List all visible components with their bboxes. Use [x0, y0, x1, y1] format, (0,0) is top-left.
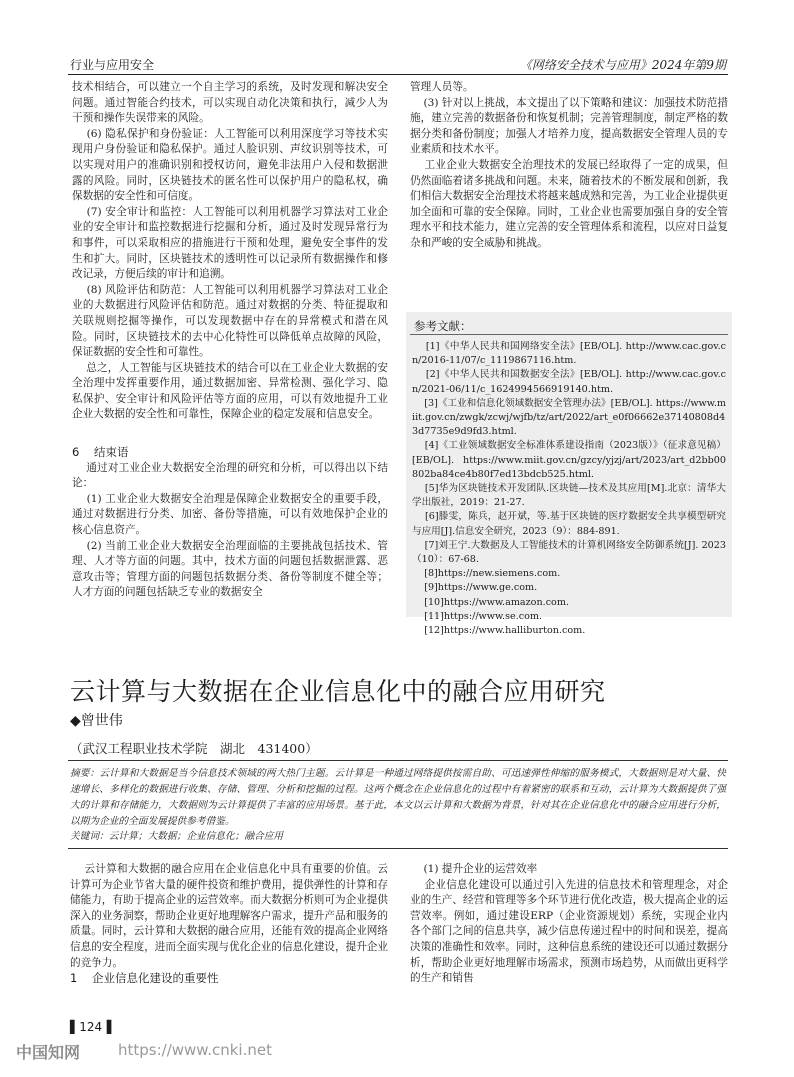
paragraph: 云计算和大数据的融合应用在企业信息化中具有重要的价值。云计算可为企业节省大量的硬件投资和维护费用，提供弹性的计算和存储能力，有助于提高企业的运营效率。而大数据分析则可为企业提供深入的业务洞察，帮助企业更好地理解客户需求，提升产品和服务的质量。同时，云计算和大数据的融合应用，还能有效的提高企业网络信息的安全程度，进而全面实现与优化企业的信息化建设，提升企业的竞争力。: [70, 863, 388, 969]
article-abstract: 摘要：云计算和大数据是当今信息技术领域的两大热门主题。云计算是一种通过网络提供按需自助、可迅速弹性伸缩的服务模式，大数据则是对大量、快速增长、多样化的数据进行收集、存储、管理、分析和挖掘的过程。这两个概念在企业信息化的过程中有着紧密的联系和互动，云计算为大数据提供了强大的计算和存储能力，大数据则为云计算提供了丰富的应用场景。基于此，本文以云计算和大数据为背景，针对其在企业信息化中的融合应用进行分析，以期为企业的全面发展提供参考借鉴。: [70, 768, 726, 827]
paragraph: (3) 针对以上挑战，本文提出了以下策略和建议：加强技术防范措施，建立完善的数据备份和恢复机制；完善管理制度，制定严格的数据分类和备份制度；加强人才培养力度，提高数据安全管理人员的专业素质和技术水平。: [410, 96, 728, 156]
paragraph: (8) 风险评估和防范：人工智能可以利用机器学习算法对工业企业的大数据进行风险评估和防范。通过对数据的分类、特征提取和关联规则挖掘等操作，可以发现数据中存在的异常模式和潜在风险。同时，区块链技术的去中心化特性可以降低单点故障的风险，保证数据的安全性和可靠性。: [72, 283, 388, 359]
paragraph: 通过对工业企业大数据安全治理的研究和分析，可以得出以下结论：: [72, 461, 388, 490]
reference-item: [12]https://www.halliburton.com.: [412, 625, 586, 637]
paragraph: 管理人员等。: [410, 81, 474, 93]
article-right-column: [410, 862, 728, 987]
reference-item: [11]https://www.se.com.: [412, 610, 543, 622]
reference-item: [7]刘王宁.大数据及人工智能技术的计算机网络安全防御系统[J]. 2023（10）：67-68.: [412, 539, 726, 566]
abstract-rule-bottom: [68, 848, 728, 849]
article-left-column: [70, 862, 388, 987]
paragraph: 技术相结合，可以建立一个自主学习的系统，及时发现和解决安全问题。通过智能合约技术，可以实现自动化决策和执行，减少人为干预和操作失误带来的风险。: [72, 81, 388, 125]
cnki-watermark-url: https://www.cnki.net: [118, 1041, 272, 1059]
cnki-watermark: 中国知网: [16, 1043, 81, 1062]
article-author: ◆曾世伟: [70, 713, 123, 729]
subsection-heading: (1) 提升企业的运营效率: [410, 863, 538, 875]
paragraph: 总之，人工智能与区块链技术的结合可以在工业企业大数据的安全治理中发挥重要作用，通过数据加密、异常检测、强化学习、隐私保护、安全审计和风险评估等方面的应用，可以有效地提升工业企业大数据的安全性和可靠性，保障企业的稳定发展和信息安全。: [72, 361, 388, 421]
left-column: [72, 80, 388, 601]
abstract-rule-top: [68, 760, 728, 761]
paragraph: 企业信息化建设可以通过引入先进的信息技术和管理理念，对企业的生产、经营和管理等多个环节进行优化改造，极大提高企业的运营效率。例如，通过建设ERP（企业资源规划）系统，实现企业内各个部门之间的信息共享，减少信息传递过程中的时间和误差，提高决策的准确性和效率。同时，这种信息系统的建设还可以通过数据分析，帮助企业更好地理解市场需求，预测市场趋势，从而做出更科学的生产和销售: [410, 878, 728, 985]
reference-item: [6]滕雯，陈兵，赵开斌，等.基于区块链的医疗数据安全共享模型研究与应用[J].信息安全研究，2023（9）：884-891.: [412, 511, 726, 537]
reference-item: [10]https://www.amazon.com.: [412, 596, 569, 608]
running-header-journal: 《网络安全技术与应用》2024年第9期: [519, 58, 726, 72]
paragraph: (6) 隐私保护和身份验证：人工智能可以利用深度学习等技术实现用户身份验证和隐私保护。通过人脸识别、声纹识别等技术，可以实现对用户的准确识别和授权访问，避免非法用户入侵和数据泄露的风险。同时，区块链技术的匿名性可以保护用户的隐私权，确保数据的安全性和可信度。: [72, 127, 388, 203]
reference-item: [5]华为区块链技术开发团队.区块链—技术及其应用[M].北京：清华大学出版社，2019：21-27.: [412, 483, 727, 509]
reference-item: [2]《中华人民共和国数据安全法》[EB/OL]. http://www.cac.gov.cn/2021-06/11/c_1624994566919140.htm.: [412, 369, 726, 395]
section-heading: 1 企业信息化建设的重要性: [70, 971, 219, 986]
references-rule: [410, 334, 728, 335]
header-rule: [68, 74, 728, 75]
author-affiliation: （武汉工程职业技术学院 湖北 431400）: [70, 741, 318, 756]
article-title: 云计算与大数据在企业信息化中的融合应用研究: [70, 677, 606, 706]
paragraph: (7) 安全审计和监控：人工智能可以利用机器学习算法对工业企业的安全审计和监控数据进行挖掘和分析，通过及时发现异常行为和事件，可以采取相应的措施进行干预和处理，避免安全事件的发生和扩大。同时，区块链技术的透明性可以记录所有数据操作和修改记录，方便后续的审计和追溯。: [72, 205, 388, 281]
paragraph: 工业企业大数据安全治理技术的发展已经取得了一定的成果，但仍然面临着诸多挑战和问题。未来，随着技术的不断发展和创新，我们相信大数据安全治理技术将越来越成熟和完善，为工业企业提供更加全面和可靠的安全保障。同时，工业企业也需要加强自身的安全管理水平和技术能力，建立完善的安全管理体系和流程，以应对日益复杂和严峻的安全威胁和挑战。: [410, 158, 728, 249]
references-title: 参考文献：: [414, 319, 472, 333]
right-column: [410, 80, 728, 252]
page-number: ▌124▐: [70, 1020, 112, 1034]
reference-item: [8]https://new.siemens.com.: [412, 568, 561, 580]
references-list: [412, 340, 726, 638]
article-keywords: 关键词：云计算；大数据；企业信息化；融合应用: [70, 831, 284, 842]
running-header-section: 行业与应用安全: [70, 58, 155, 72]
paragraph: (2) 当前工业企业大数据安全治理面临的主要挑战包括技术、管理、人才等方面的问题。其中，技术方面的问题包括数据泄露、恶意攻击等；管理方面的问题包括数据分类、备份等制度不健全等；人才方面的问题包括缺乏专业的数据安全: [72, 539, 388, 599]
section-heading-conclusion: 6 结束语: [72, 445, 129, 460]
reference-item: [4]《工业领域数据安全标准体系建设指南（2023版）》（征求意见稿）[EB/OL]. https://www.miit.gov.cn/gzcy/yjzj/art/2023/art_d2bb00802ba84ce4b80f7ed13bdcb525.html.: [412, 440, 726, 480]
paragraph: (1) 工业企业大数据安全治理是保障企业数据安全的重要手段，通过对数据进行分类、加密、备份等措施，可以有效地保护企业的核心信息资产。: [72, 492, 388, 537]
reference-item: [1]《中华人民共和国网络安全法》[EB/OL]. http://www.cac.gov.cn/2016-11/07/c_1119867116.htm.: [412, 341, 726, 367]
reference-item: [3]《工业和信息化领域数据安全管理办法》[EB/OL]. https://www.miit.gov.cn/zwgk/zcwj/wjfb/tz/art/2022/art_e0f06662e37140808d43d7735e9d9fd3.html.: [412, 397, 726, 438]
reference-item: [9]https://www.ge.com.: [412, 582, 538, 594]
